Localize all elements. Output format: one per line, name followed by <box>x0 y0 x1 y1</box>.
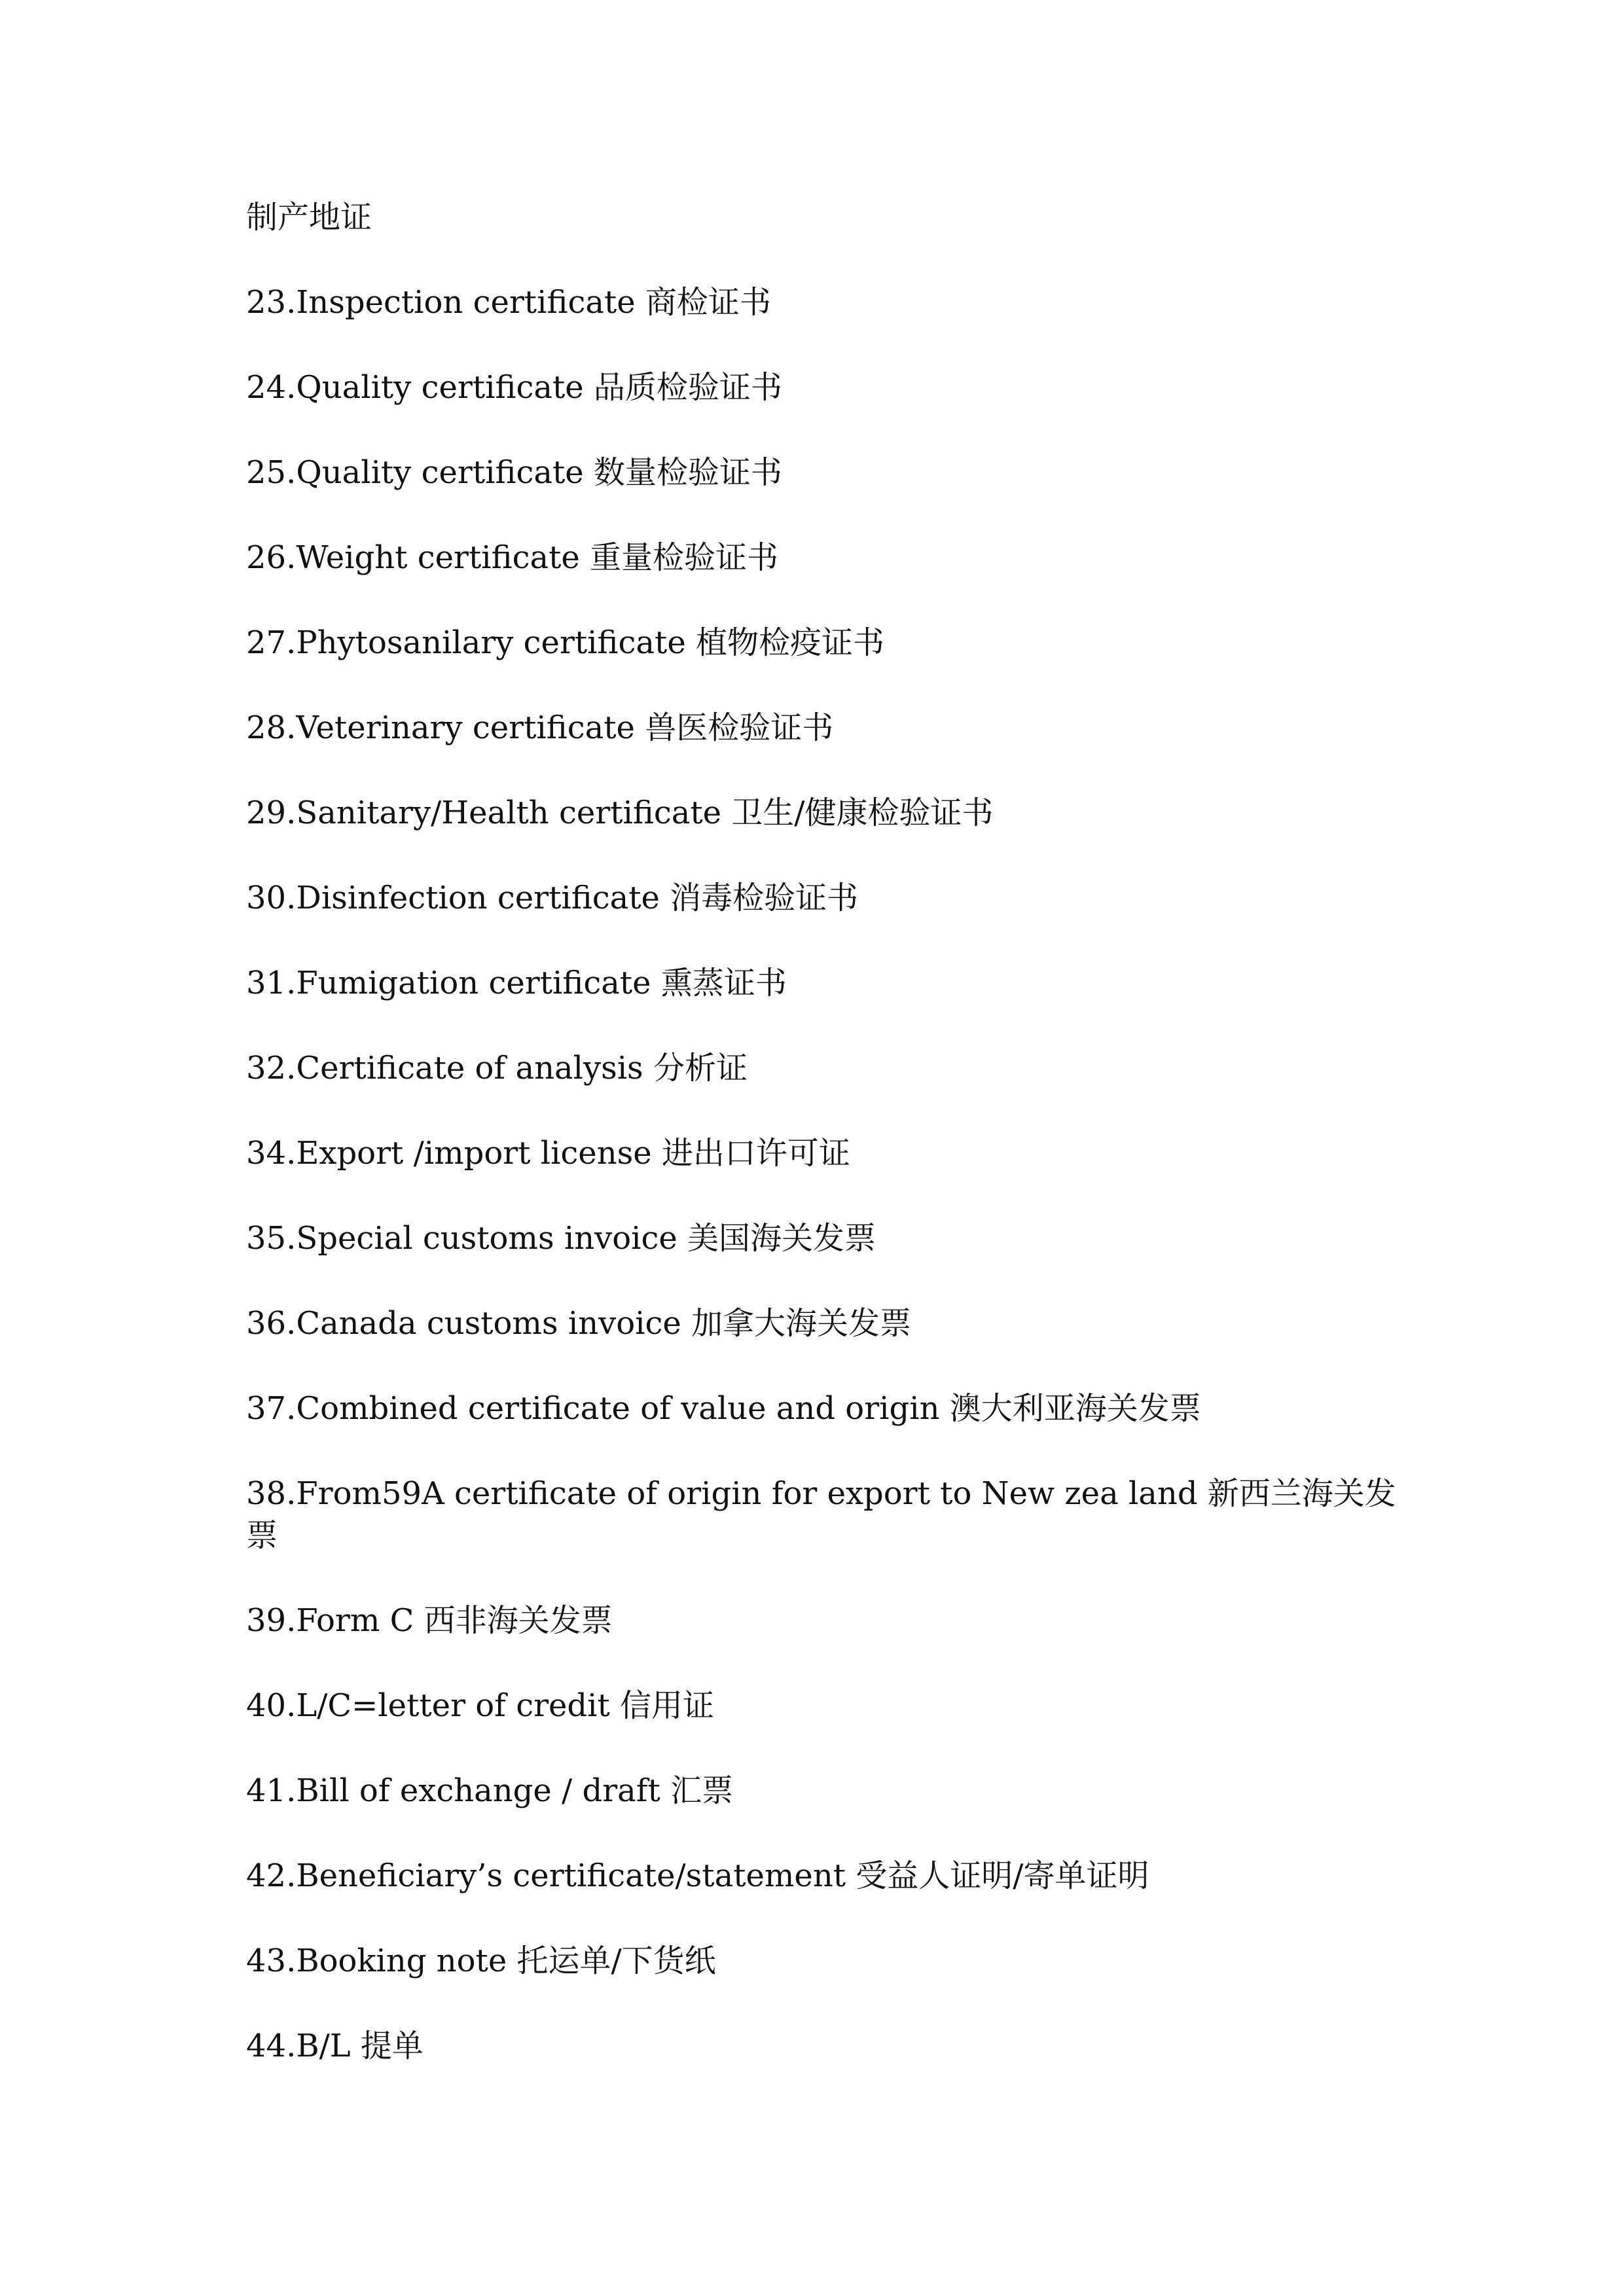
text-line-16: 39.Form C 西非海关发票 <box>246 1602 613 1639</box>
text-line-12: 35.Special customs invoice 美国海关发票 <box>246 1220 876 1257</box>
text-line-1: 23.Inspection certificate 商检证书 <box>246 284 771 321</box>
text-line-13: 36.Canada customs invoice 加拿大海关发票 <box>246 1305 912 1342</box>
text-line-17: 40.L/C=letter of credit 信用证 <box>246 1687 715 1724</box>
text-line-10: 32.Certificate of analysis 分析证 <box>246 1050 748 1086</box>
text-line-7: 29.Sanitary/Health certificate 卫生/健康检验证书 <box>246 795 994 831</box>
text-line-4: 26.Weight certificate 重量检验证书 <box>246 539 779 576</box>
text-line-14: 37.Combined certificate of value and origin 澳大利亚海关发票 <box>246 1390 1201 1427</box>
text-line-11: 34.Export /import license 进出口许可证 <box>246 1135 850 1172</box>
text-line-0: 制产地证 <box>246 199 372 236</box>
text-line-18: 41.Bill of exchange / draft 汇票 <box>246 1772 734 1809</box>
text-line-5: 27.Phytosanilary certificate 植物检疫证书 <box>246 624 885 661</box>
document-body <box>246 196 1398 2110</box>
text-line-21: 44.B/L 提单 <box>246 2028 424 2064</box>
text-line-19: 42.Beneficiary’s certificate/statement 受益人证明/寄单证明 <box>246 1857 1149 1894</box>
text-line-3: 25.Quality certificate 数量检验证书 <box>246 454 782 491</box>
text-line-2: 24.Quality certificate 品质检验证书 <box>246 369 782 406</box>
text-line-9: 31.Fumigation certificate 熏蒸证书 <box>246 965 787 1001</box>
text-line-8: 30.Disinfection certificate 消毒检验证书 <box>246 880 859 916</box>
text-line-15: 38.From59A certificate of origin for export to New zea land 新西兰海关发票 <box>246 1475 1396 1554</box>
text-line-6: 28.Veterinary certificate 兽医检验证书 <box>246 709 834 746</box>
text-line-20: 43.Booking note 托运单/下货纸 <box>246 1943 716 1979</box>
